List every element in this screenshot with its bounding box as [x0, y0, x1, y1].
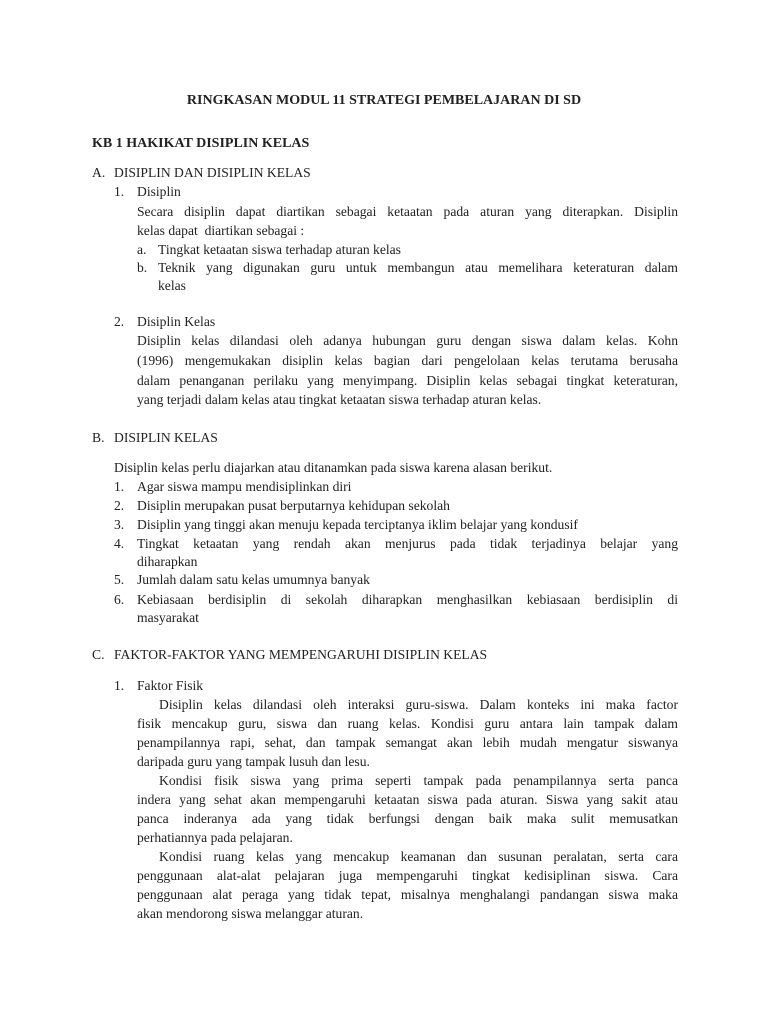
paragraph-line: Secara disiplin dapat diartikan sebagai ketaatan pada aturan yang diterapkan. Disiplin — [137, 204, 678, 219]
section-a-letter: A. — [92, 165, 106, 180]
paragraph-line: penggunaan alat peraga yang tidak tepat, misalnya menghalangi pandangan siswa maka — [137, 887, 678, 902]
section-b-heading: DISIPLIN KELAS — [114, 430, 218, 445]
sub-letter: a. — [137, 242, 147, 257]
sub-letter: b. — [137, 260, 148, 275]
list-item-text: Agar siswa mampu mendisiplinkan diri — [137, 479, 352, 494]
section-c-letter: C. — [92, 647, 105, 662]
section-a-heading: DISIPLIN DAN DISIPLIN KELAS — [114, 165, 311, 180]
paragraph-line: indera yang sehat akan mempengaruhi ketaatan siswa pada aturan. Siswa yang sakit atau — [137, 792, 678, 807]
paragraph-line: Kondisi ruang kelas yang mencakup keamanan dan susunan peralatan, serta cara — [159, 849, 678, 864]
section-b-letter: B. — [92, 430, 105, 445]
paragraph-line: penampilannya rapi, sehat, dan tampak semangat akan lebih mudah mengatur siswanya — [137, 735, 678, 750]
list-item-text: Tingkat ketaatan yang rendah akan menjurus pada tidak terjadinya belajar yang — [137, 536, 678, 551]
list-number: 1. — [114, 479, 125, 494]
section-c-heading: FAKTOR-FAKTOR YANG MEMPENGARUHI DISIPLIN KELAS — [114, 647, 488, 662]
sub-item-text: Tingkat ketaatan siswa terhadap aturan kelas — [158, 242, 401, 257]
sub-item-text: kelas — [158, 278, 186, 293]
section-b-intro: Disiplin kelas perlu diajarkan atau ditanamkan pada siswa karena alasan berikut. — [114, 460, 553, 475]
paragraph-line: yang terjadi dalam kelas atau tingkat ketaatan siswa terhadap aturan kelas. — [137, 392, 542, 407]
paragraph-line: akan mendorong siswa melanggar aturan. — [137, 906, 364, 921]
item-label-disiplin-kelas: Disiplin Kelas — [137, 314, 216, 329]
paragraph-line: daripada guru yang tampak lusuh dan lesu. — [137, 754, 370, 769]
list-number: 6. — [114, 592, 125, 607]
paragraph-line: dalam penanganan perilaku yang menyimpang. Disiplin kelas sebagai tingkat keteraturan, — [137, 373, 678, 388]
paragraph-line: Disiplin kelas dilandasi oleh adanya hubungan guru dengan siswa dalam kelas. Kohn — [137, 333, 678, 348]
paragraph-line: Kondisi fisik siswa yang prima seperti tampak pada penampilannya serta panca — [159, 773, 678, 788]
list-number: 1. — [114, 678, 125, 693]
list-item-text: masyarakat — [137, 610, 199, 625]
paragraph-line: (1996) mengemukakan disiplin kelas bagian dari pengelolaan kelas terutama berusaha — [137, 353, 678, 368]
paragraph-line: panca inderanya ada yang tidak berfungsi dengan baik maka sulit memusatkan — [137, 811, 678, 826]
list-number: 5. — [114, 572, 125, 587]
list-number: 1. — [114, 184, 125, 199]
list-item-text: diharapkan — [137, 554, 198, 569]
list-item-text: Jumlah dalam satu kelas umumnya banyak — [137, 572, 370, 587]
list-number: 3. — [114, 517, 125, 532]
paragraph-line: Disiplin kelas dilandasi oleh interaksi guru-siswa. Dalam konteks ini maka factor — [159, 697, 678, 712]
item-label-faktor-fisik: Faktor Fisik — [137, 678, 204, 693]
list-number: 4. — [114, 536, 125, 551]
paragraph-line: perhatiannya pada pelajaran. — [137, 830, 293, 845]
sub-item-text: Teknik yang digunakan guru untuk membangun atau memelihara keteraturan dalam — [158, 260, 678, 275]
list-number: 2. — [114, 314, 125, 329]
document-title: RINGKASAN MODUL 11 STRATEGI PEMBELAJARAN DI SD — [186, 93, 582, 108]
list-item-text: Disiplin yang tinggi akan menuju kepada terciptanya iklim belajar yang kondusif — [137, 517, 578, 532]
paragraph-line: penggunaan alat-alat pelajaran juga mempengaruhi tingkat kedisiplinan siswa. Cara — [137, 868, 678, 883]
paragraph-line: fisik mencakup guru, siswa dan ruang kelas. Kondisi guru antara lain tampak dalam — [137, 716, 678, 731]
paragraph-line: kelas dapat diartikan sebagai : — [137, 223, 305, 238]
list-item-text: Kebiasaan berdisiplin di sekolah diharapkan menghasilkan kebiasaan berdisiplin di — [137, 592, 678, 607]
list-item-text: Disiplin merupakan pusat berputarnya kehidupan sekolah — [137, 498, 450, 513]
kb-heading: KB 1 HAKIKAT DISIPLIN KELAS — [92, 136, 310, 151]
list-number: 2. — [114, 498, 125, 513]
item-label-disiplin: Disiplin — [137, 184, 181, 199]
